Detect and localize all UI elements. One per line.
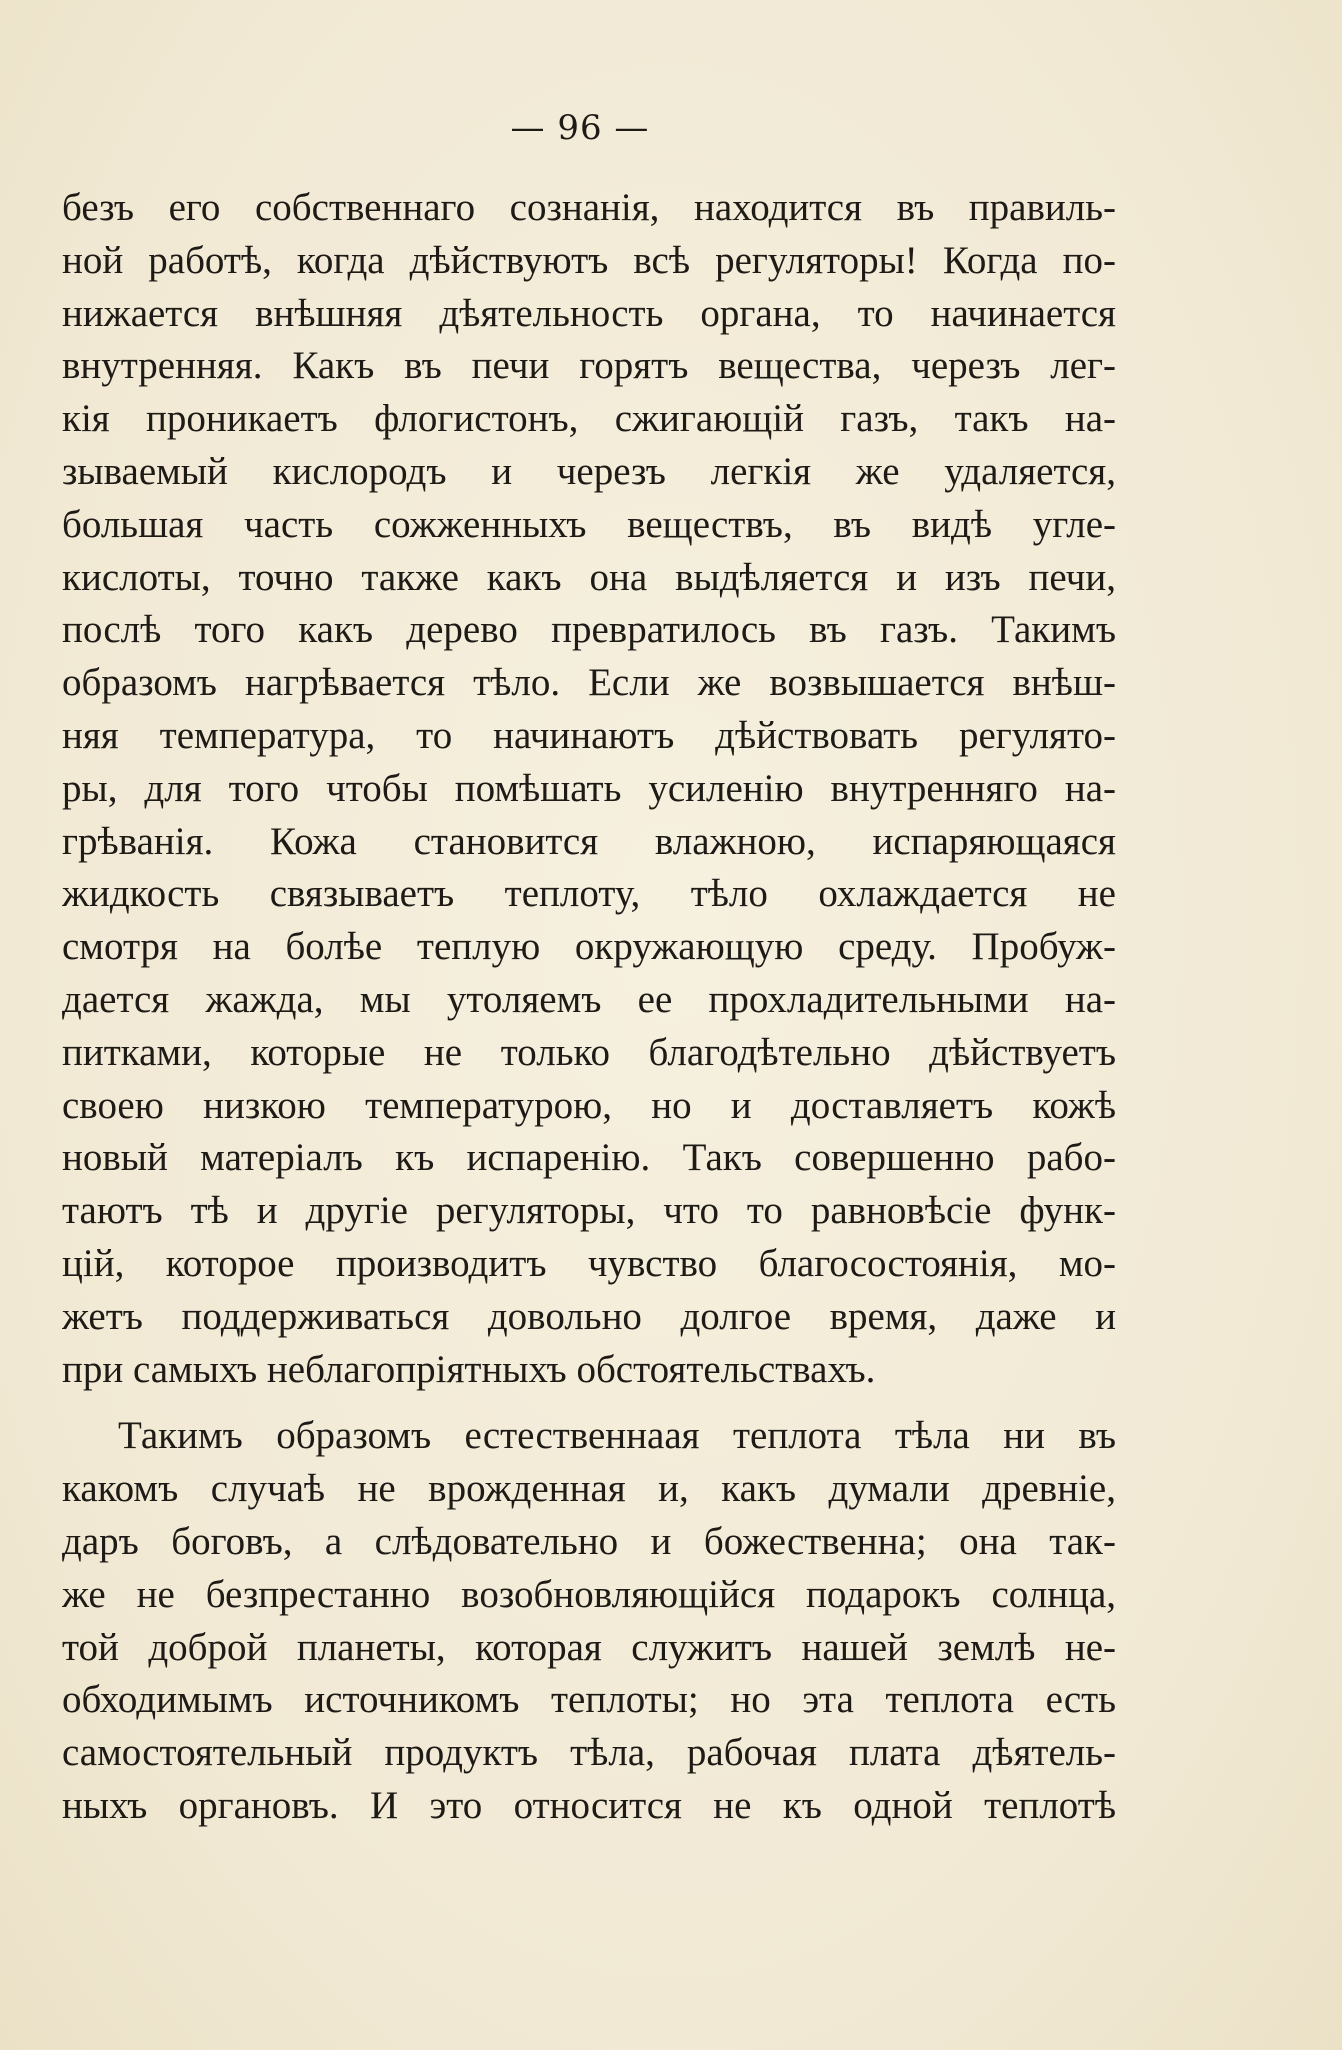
text-line: же не безпрестанно возобновляющійся подарокъ солнца, [62,1572,1116,1616]
text-line: самостоятельный продуктъ тѣла, рабочая плата дѣятель- [62,1731,1116,1775]
text-line: ры, для того чтобы помѣшать усиленію внутренняго на- [62,766,1116,810]
paragraph [62,182,1116,1396]
text-line: жетъ поддерживаться довольно долгое время, даже и [62,1294,1116,1338]
text-line: нижается внѣшняя дѣятельность органа, то начинается [62,291,1116,335]
text-line: таютъ тѣ и другіе регуляторы, что то равновѣсіе функ- [62,1189,1116,1233]
text-line: цій, которое производитъ чувство благосостоянія, мо- [62,1241,1116,1285]
paragraph-gap [62,1396,1116,1410]
text-line: ной работѣ, когда дѣйствуютъ всѣ регуляторы! Когда по- [62,238,1116,282]
text-line: послѣ того какъ дерево превратилось въ газъ. Такимъ [62,608,1116,652]
text-line: при самыхъ неблагопріятныхъ обстоятельствахъ. [62,1347,876,1391]
text-line: той доброй планеты, которая служитъ нашей землѣ не- [62,1625,1116,1669]
text-line: зываемый кислородъ и черезъ легкія же удаляется, [62,449,1116,493]
text-line: жидкость связываетъ теплоту, тѣло охлаждается не [62,872,1116,916]
text-line: образомъ нагрѣвается тѣло. Если же возвышается внѣш- [62,661,1116,705]
paragraph [62,1410,1116,1832]
text-line: ныхъ органовъ. И это относится не къ одной теплотѣ [62,1783,1116,1827]
text-line: грѣванія. Кожа становится влажною, испаряющаяся [62,819,1116,863]
text-line: большая часть сожженныхъ веществъ, въ видѣ угле- [62,502,1116,546]
text-line: смотря на болѣе теплую окружающую среду. Пробуж- [62,925,1116,969]
text-line: Такимъ образомъ естественнаая теплота тѣла ни въ [118,1414,1116,1458]
text-line: кислоты, точно также какъ она выдѣляется и изъ печи, [62,555,1116,599]
text-line: какомъ случаѣ не врожденная и, какъ думали древніе, [62,1467,1116,1511]
text-line: внутренняя. Какъ въ печи горятъ вещества, черезъ лег- [62,344,1116,388]
text-line: безъ его собственнаго сознанія, находится въ правиль- [62,186,1116,229]
text-line: питками, которые не только благодѣтельно дѣйствуетъ [62,1030,1116,1074]
text-line: даръ боговъ, а слѣдовательно и божественна; она так- [62,1519,1116,1563]
text-line: кія проникаетъ флогистонъ, сжигающій газъ, такъ на- [62,397,1116,441]
text-line: своею низкою температурою, но и доставляетъ кожѣ [62,1083,1116,1127]
body-text [62,182,1116,1833]
text-line: няя температура, то начинаютъ дѣйствовать регулято- [62,713,1116,757]
text-line: новый матеріалъ къ испаренію. Такъ совершенно рабо- [62,1136,1116,1180]
text-line: дается жажда, мы утоляемъ ее прохладительными на- [62,977,1116,1021]
text-line: обходимымъ источникомъ теплоты; но эта теплота есть [62,1678,1116,1722]
page-number: — 96 — [510,108,650,148]
